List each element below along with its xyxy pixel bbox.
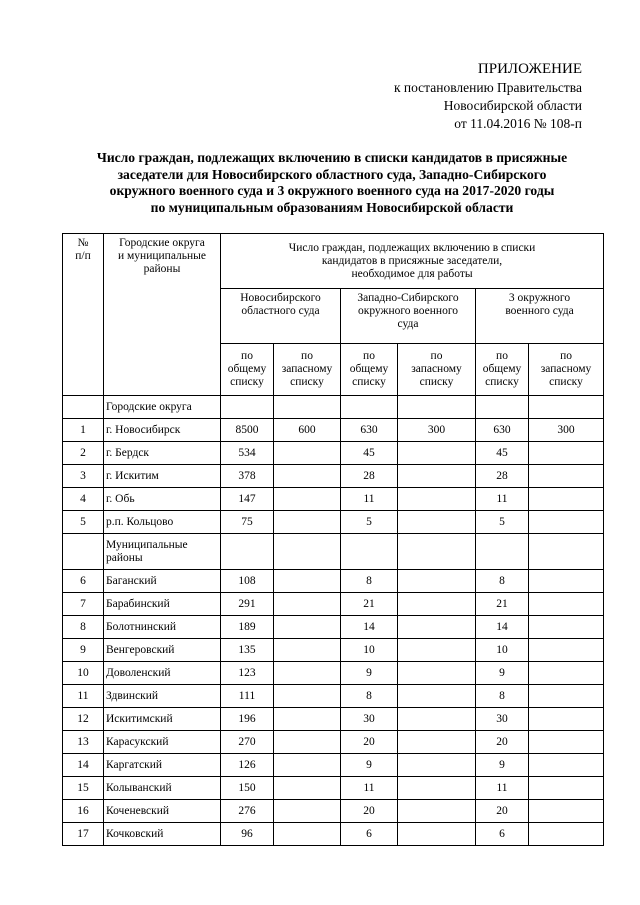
third-district-reserve bbox=[529, 570, 604, 593]
section-row-municipal bbox=[63, 534, 604, 570]
table-row bbox=[63, 823, 604, 846]
appendix-block bbox=[394, 60, 582, 133]
regional-reserve: 600 bbox=[274, 419, 341, 442]
table-row bbox=[63, 616, 604, 639]
regional-reserve bbox=[274, 754, 341, 777]
third-district-reserve bbox=[529, 593, 604, 616]
west-siberian-general: 20 bbox=[341, 800, 398, 823]
third-district-reserve bbox=[529, 511, 604, 534]
district-name: Колыванский bbox=[104, 777, 221, 800]
table-row bbox=[63, 465, 604, 488]
table-row bbox=[63, 708, 604, 731]
third-district-general: 20 bbox=[476, 800, 529, 823]
third-district-reserve bbox=[529, 465, 604, 488]
row-number: 4 bbox=[63, 488, 104, 511]
regional-reserve bbox=[274, 800, 341, 823]
third-district-reserve bbox=[529, 708, 604, 731]
title-line: по муниципальным образованиям Новосибирской области bbox=[150, 199, 514, 215]
west-siberian-general: 21 bbox=[341, 593, 398, 616]
third-district-reserve bbox=[529, 616, 604, 639]
third-district-general: 5 bbox=[476, 511, 529, 534]
district-name: Здвинский bbox=[104, 685, 221, 708]
header-court-west-siberian: Западно-Сибирского окружного военного суда bbox=[341, 289, 476, 344]
regional-reserve bbox=[274, 823, 341, 846]
header-district: Городские округа и муниципальные районы bbox=[104, 234, 221, 396]
west-siberian-general: 9 bbox=[341, 754, 398, 777]
row-number: 10 bbox=[63, 662, 104, 685]
regional-general: 108 bbox=[221, 570, 274, 593]
table-row bbox=[63, 754, 604, 777]
empty-cell bbox=[398, 396, 476, 419]
third-district-reserve bbox=[529, 639, 604, 662]
regional-general: 276 bbox=[221, 800, 274, 823]
district-name: Венгеровский bbox=[104, 639, 221, 662]
district-name: г. Бердск bbox=[104, 442, 221, 465]
west-siberian-general: 10 bbox=[341, 639, 398, 662]
regional-general: 150 bbox=[221, 777, 274, 800]
third-district-reserve: 300 bbox=[529, 419, 604, 442]
district-name: Кочковский bbox=[104, 823, 221, 846]
third-district-general: 45 bbox=[476, 442, 529, 465]
regional-reserve bbox=[274, 777, 341, 800]
west-siberian-general: 5 bbox=[341, 511, 398, 534]
header-reserve-list: по запасному списку bbox=[274, 344, 341, 396]
west-siberian-reserve bbox=[398, 465, 476, 488]
row-number: 11 bbox=[63, 685, 104, 708]
row-number: 6 bbox=[63, 570, 104, 593]
row-number: 8 bbox=[63, 616, 104, 639]
regional-general: 135 bbox=[221, 639, 274, 662]
header-general-list: по общему списку bbox=[341, 344, 398, 396]
west-siberian-general: 630 bbox=[341, 419, 398, 442]
empty-cell bbox=[476, 396, 529, 419]
appendix-title: ПРИЛОЖЕНИЕ bbox=[477, 61, 582, 77]
regional-general: 8500 bbox=[221, 419, 274, 442]
west-siberian-general: 6 bbox=[341, 823, 398, 846]
west-siberian-general: 45 bbox=[341, 442, 398, 465]
district-name: р.п. Кольцово bbox=[104, 511, 221, 534]
west-siberian-reserve bbox=[398, 442, 476, 465]
appendix-date-line: от 11.04.2016 № 108-п bbox=[454, 116, 582, 131]
west-siberian-reserve: 300 bbox=[398, 419, 476, 442]
third-district-general: 30 bbox=[476, 708, 529, 731]
row-number: 15 bbox=[63, 777, 104, 800]
empty-cell bbox=[221, 534, 274, 570]
row-number: 12 bbox=[63, 708, 104, 731]
west-siberian-reserve bbox=[398, 731, 476, 754]
empty-cell bbox=[341, 534, 398, 570]
header-general-list: по общему списку bbox=[476, 344, 529, 396]
west-siberian-reserve bbox=[398, 616, 476, 639]
district-name: г. Новосибирск bbox=[104, 419, 221, 442]
title-line: окружного военного суда и 3 окружного военного суда на 2017-2020 годы bbox=[109, 183, 555, 198]
third-district-general: 11 bbox=[476, 777, 529, 800]
west-siberian-reserve bbox=[398, 570, 476, 593]
third-district-reserve bbox=[529, 662, 604, 685]
district-name: Каргатский bbox=[104, 754, 221, 777]
table-row bbox=[63, 488, 604, 511]
west-siberian-general: 8 bbox=[341, 685, 398, 708]
regional-general: 189 bbox=[221, 616, 274, 639]
empty-cell bbox=[274, 396, 341, 419]
third-district-general: 8 bbox=[476, 570, 529, 593]
row-number: 14 bbox=[63, 754, 104, 777]
row-number: 13 bbox=[63, 731, 104, 754]
empty-cell bbox=[398, 534, 476, 570]
third-district-reserve bbox=[529, 731, 604, 754]
regional-general: 147 bbox=[221, 488, 274, 511]
third-district-reserve bbox=[529, 800, 604, 823]
third-district-general: 20 bbox=[476, 731, 529, 754]
table-row bbox=[63, 685, 604, 708]
regional-reserve bbox=[274, 685, 341, 708]
regional-general: 534 bbox=[221, 442, 274, 465]
third-district-general: 28 bbox=[476, 465, 529, 488]
third-district-reserve bbox=[529, 777, 604, 800]
header-reserve-list: по запасному списку bbox=[398, 344, 476, 396]
regional-reserve bbox=[274, 639, 341, 662]
regional-reserve bbox=[274, 442, 341, 465]
west-siberian-reserve bbox=[398, 708, 476, 731]
regional-general: 96 bbox=[221, 823, 274, 846]
regional-general: 378 bbox=[221, 465, 274, 488]
west-siberian-reserve bbox=[398, 662, 476, 685]
third-district-general: 9 bbox=[476, 754, 529, 777]
west-siberian-reserve bbox=[398, 754, 476, 777]
regional-general: 123 bbox=[221, 662, 274, 685]
west-siberian-general: 9 bbox=[341, 662, 398, 685]
row-number: 16 bbox=[63, 800, 104, 823]
regional-reserve bbox=[274, 570, 341, 593]
header-reserve-list: по запасному списку bbox=[529, 344, 604, 396]
appendix-line: Новосибирской области bbox=[443, 98, 582, 113]
district-name: Барабинский bbox=[104, 593, 221, 616]
district-name: Болотнинский bbox=[104, 616, 221, 639]
west-siberian-general: 11 bbox=[341, 488, 398, 511]
header-num: № п/п bbox=[63, 234, 104, 396]
regional-reserve bbox=[274, 708, 341, 731]
third-district-general: 630 bbox=[476, 419, 529, 442]
third-district-reserve bbox=[529, 488, 604, 511]
regional-reserve bbox=[274, 731, 341, 754]
regional-reserve bbox=[274, 488, 341, 511]
west-siberian-reserve bbox=[398, 800, 476, 823]
row-number: 7 bbox=[63, 593, 104, 616]
header-count: Число граждан, подлежащих включению в списки кандидатов в присяжные заседатели, необходимое для работы bbox=[221, 234, 604, 289]
row-number: 5 bbox=[63, 511, 104, 534]
row-number: 1 bbox=[63, 419, 104, 442]
third-district-general: 21 bbox=[476, 593, 529, 616]
west-siberian-reserve bbox=[398, 593, 476, 616]
district-name: Коченевский bbox=[104, 800, 221, 823]
section-row-urban bbox=[63, 396, 604, 419]
table-row bbox=[63, 800, 604, 823]
regional-reserve bbox=[274, 662, 341, 685]
table-row bbox=[63, 662, 604, 685]
table-row bbox=[63, 570, 604, 593]
table-row bbox=[63, 593, 604, 616]
title-line: Число граждан, подлежащих включению в списки кандидатов в присяжные bbox=[96, 150, 568, 165]
west-siberian-general: 14 bbox=[341, 616, 398, 639]
third-district-general: 11 bbox=[476, 488, 529, 511]
regional-general: 196 bbox=[221, 708, 274, 731]
west-siberian-general: 28 bbox=[341, 465, 398, 488]
header-court-third-district: 3 окружного военного суда bbox=[476, 289, 604, 344]
district-name: г. Искитим bbox=[104, 465, 221, 488]
table-row bbox=[63, 442, 604, 465]
third-district-general: 10 bbox=[476, 639, 529, 662]
west-siberian-general: 11 bbox=[341, 777, 398, 800]
section-label: Муниципальные районы bbox=[104, 534, 221, 570]
west-siberian-reserve bbox=[398, 639, 476, 662]
regional-reserve bbox=[274, 465, 341, 488]
regional-general: 291 bbox=[221, 593, 274, 616]
appendix-line: к постановлению Правительства bbox=[393, 80, 582, 95]
west-siberian-reserve bbox=[398, 511, 476, 534]
empty-cell bbox=[274, 534, 341, 570]
third-district-general: 8 bbox=[476, 685, 529, 708]
regional-reserve bbox=[274, 616, 341, 639]
table-row bbox=[63, 777, 604, 800]
header-general-list: по общему списку bbox=[221, 344, 274, 396]
empty-cell bbox=[221, 396, 274, 419]
third-district-reserve bbox=[529, 685, 604, 708]
row-number: 3 bbox=[63, 465, 104, 488]
third-district-reserve bbox=[529, 442, 604, 465]
regional-general: 270 bbox=[221, 731, 274, 754]
row-number: 9 bbox=[63, 639, 104, 662]
table-row bbox=[63, 639, 604, 662]
row-number: 17 bbox=[63, 823, 104, 846]
row-number: 2 bbox=[63, 442, 104, 465]
district-name: Искитимский bbox=[104, 708, 221, 731]
west-siberian-reserve bbox=[398, 777, 476, 800]
table-row bbox=[63, 419, 604, 442]
third-district-reserve bbox=[529, 754, 604, 777]
west-siberian-general: 20 bbox=[341, 731, 398, 754]
empty-cell bbox=[476, 534, 529, 570]
regional-reserve bbox=[274, 593, 341, 616]
district-name: г. Обь bbox=[104, 488, 221, 511]
third-district-general: 6 bbox=[476, 823, 529, 846]
district-name: Доволенский bbox=[104, 662, 221, 685]
district-name: Карасукский bbox=[104, 731, 221, 754]
regional-reserve bbox=[274, 511, 341, 534]
west-siberian-reserve bbox=[398, 823, 476, 846]
district-name: Баганский bbox=[104, 570, 221, 593]
west-siberian-general: 30 bbox=[341, 708, 398, 731]
header-court-regional: Новосибирского областного суда bbox=[221, 289, 341, 344]
third-district-general: 14 bbox=[476, 616, 529, 639]
table-row bbox=[63, 731, 604, 754]
west-siberian-reserve bbox=[398, 685, 476, 708]
regional-general: 126 bbox=[221, 754, 274, 777]
regional-general: 75 bbox=[221, 511, 274, 534]
empty-cell bbox=[341, 396, 398, 419]
west-siberian-reserve bbox=[398, 488, 476, 511]
jurors-table bbox=[62, 233, 604, 846]
table-row bbox=[63, 511, 604, 534]
document-title bbox=[62, 150, 602, 216]
third-district-general: 9 bbox=[476, 662, 529, 685]
title-line: заседатели для Новосибирского областного суда, Западно-Сибирского bbox=[117, 166, 547, 182]
empty-cell bbox=[529, 396, 604, 419]
empty-cell bbox=[529, 534, 604, 570]
regional-general: 111 bbox=[221, 685, 274, 708]
west-siberian-general: 8 bbox=[341, 570, 398, 593]
third-district-reserve bbox=[529, 823, 604, 846]
section-label: Городские округа bbox=[104, 396, 221, 419]
